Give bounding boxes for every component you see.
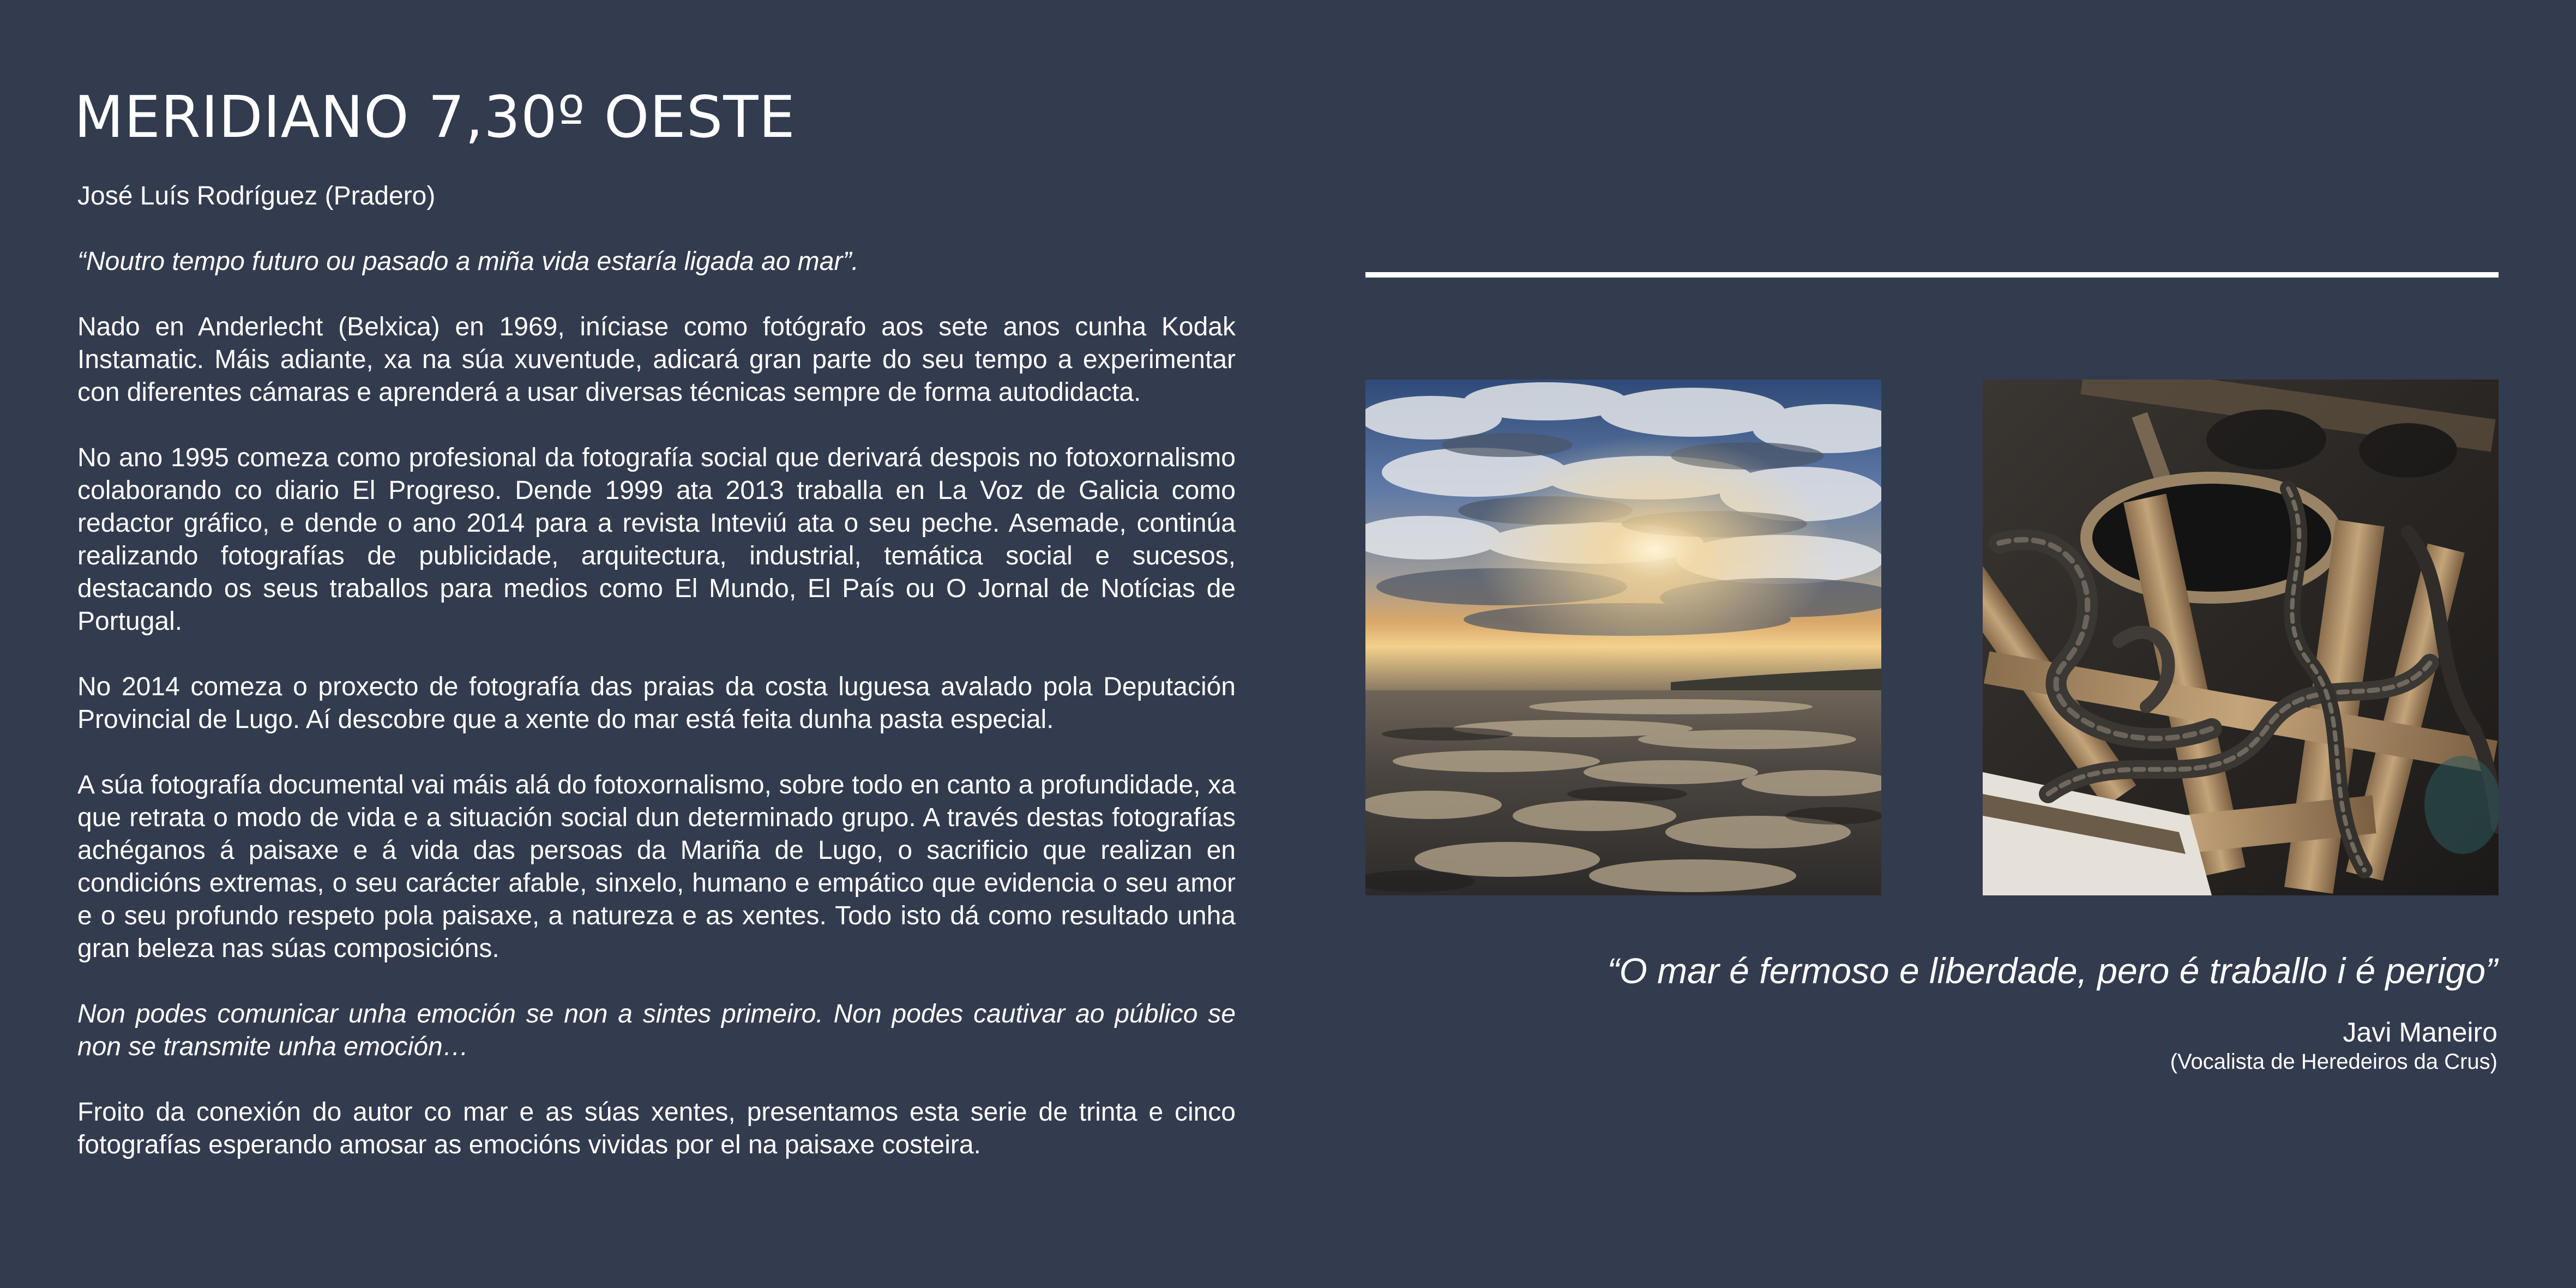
fishing-traps-photo: [1983, 380, 2499, 895]
paragraph-conclusion: Froito da conexión do autor co mar e as súas xentes, presentamos esta serie de trinta e cinco fotografías esperando amosar as emocións vividas por el na paisaxe costeira.: [77, 1098, 1236, 1159]
featured-quote: “O mar é fermoso e liberdade, pero é traballo i é perigo”: [1607, 950, 2497, 991]
paragraph-emotion-quote: Non podes comunicar unha emoción se non a sintes primeiro. Non podes cautivar ao público se non se transmite unha emoción…: [77, 1000, 1236, 1061]
spacer: [77, 736, 1236, 769]
spacer: [77, 1063, 1236, 1096]
spacer: [77, 638, 1236, 671]
epigraph: “Noutro tempo futuro ou pasado a miña vida estaría ligada ao mar”.: [77, 247, 859, 276]
paragraph-project: No 2014 comeza o proxecto de fotografía das praias da costa luguesa avalado pola Deputación Provincial de Lugo. Aí descobre que a xente do mar está feita dunha pasta especial.: [77, 672, 1236, 734]
quote-author: Javi Maneiro: [2343, 1017, 2497, 1048]
beach-sunset-photo: [1365, 380, 1881, 895]
spacer: [77, 278, 1236, 311]
author-name: José Luís Rodríguez (Pradero): [77, 182, 436, 210]
biography-column: [77, 180, 1236, 1161]
spacer: [77, 965, 1236, 998]
spacer: [77, 213, 1236, 245]
paragraph-biography-early: Nado en Anderlecht (Belxica) en 1969, iníciase como fotógrafo aos sete anos cunha Kodak Instamatic. Máis adiante, xa na súa xuventude, adicará gran parte do seu tempo a experimentar con diferentes cámaras e aprenderá a usar diversas técnicas sempre de forma autodidacta.: [77, 312, 1236, 407]
page-title: MERIDIANO 7,30º OESTE: [74, 84, 796, 151]
spacer: [77, 409, 1236, 442]
paragraph-documentary-style: A súa fotografía documental vai máis alá do fotoxornalismo, sobre todo en canto a profundidade, xa que retrata o modo de vida e a situación social dun determinado grupo. A través destas fotografías achéganos á paisaxe e á vida das persoas da Mariña de Lugo, o sacrificio que realizan en condicións extremas, o seu carácter afable, sinxelo, humano e empático que evidencia o seu amor e o seu profundo respeto pola paisaxe, a natureza e as xentes. Todo isto dá como resultado unha gran beleza nas súas composicións.: [77, 771, 1236, 963]
paragraph-biography-career: No ano 1995 comeza como profesional da fotografía social que derivará despois no fotoxornalismo colaborando co diario El Progreso. Dende 1999 ata 2013 traballa en La Voz de Galicia como redactor gráfico, e dende o ano 2014 para a revista Inteviú ata o seu peche. Asemade, continúa realizando fotografías de publicidade, arquitectura, industrial, temática social e sucesos, destacando os seus traballos para medios como El Mundo, El País ou O Jornal de Notícias de Portugal.: [77, 443, 1236, 636]
horizontal-divider: [1365, 272, 2499, 278]
quote-author-role: (Vocalista de Heredeiros da Crus): [2170, 1050, 2497, 1074]
